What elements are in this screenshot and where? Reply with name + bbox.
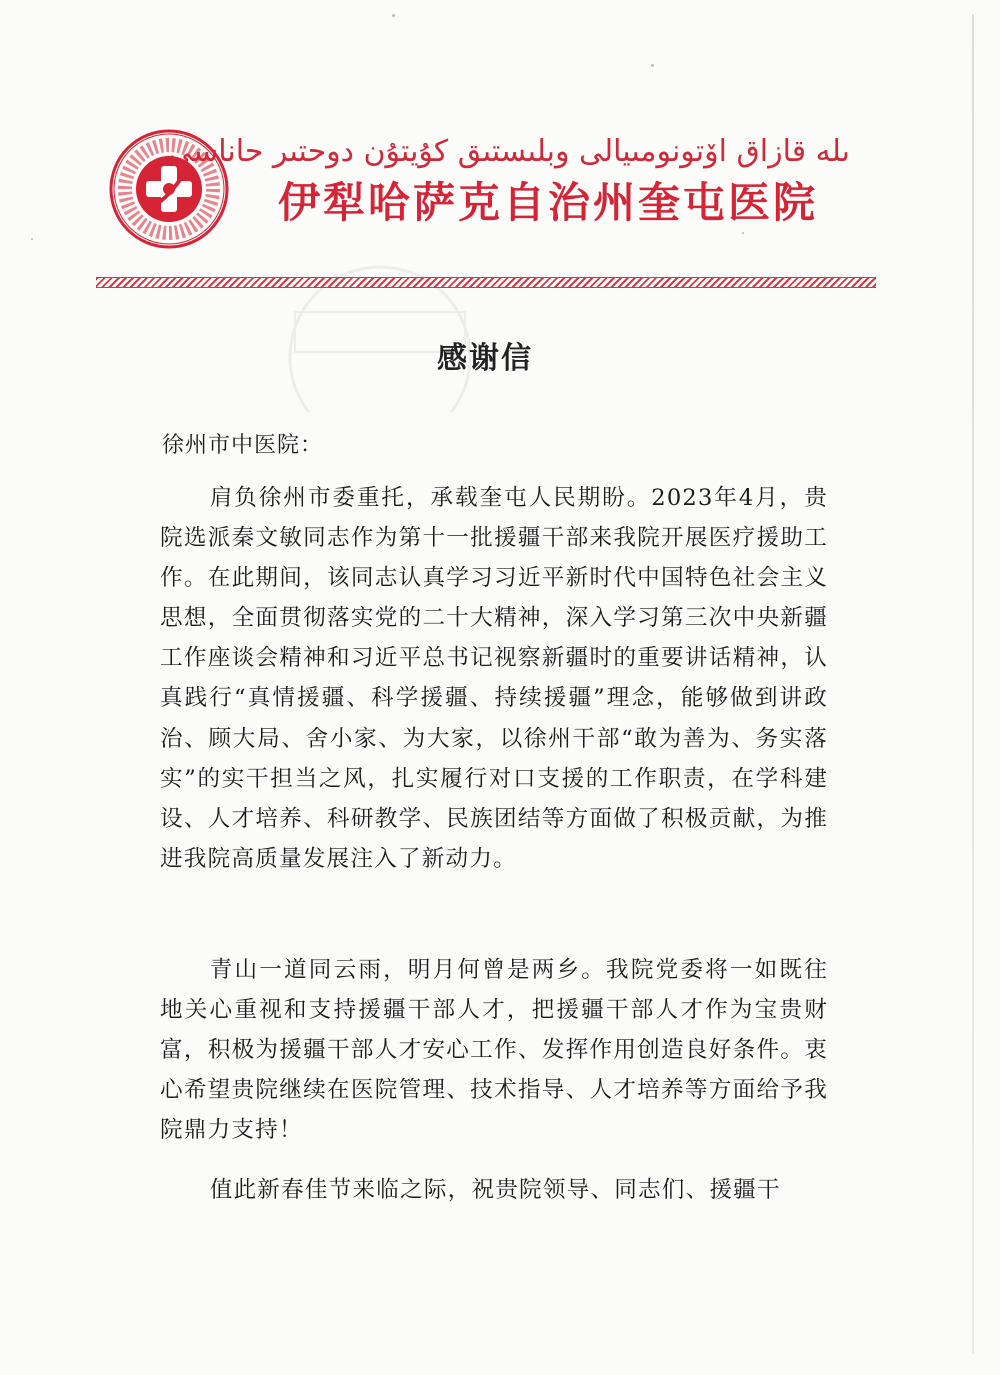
hospital-name-uyghur: ىله قازاق اۆتونومىيالى وبلىستىق كۇيتۇن دوحتىر حاناسى [168, 134, 850, 169]
body-paragraph: 青山一道同云雨，明月何曾是两乡。我院党委将一如既往地关心重视和支持援疆干部人才，把援疆干部人才作为宝贵财富，积极为援疆干部人才安心工作、发挥作用创造良好条件。衷心希望贵院继续在医院管理、技术指导、人才培养等方面给予我院鼎力支持！ [160, 957, 828, 1144]
letter-title: 感谢信 [437, 341, 533, 376]
salutation: 徐州市中医院： [162, 433, 324, 458]
hospital-name-chinese: 伊犁哈萨克自治州奎屯医院 [278, 178, 819, 227]
body-paragraph: 肩负徐州市委重托，承载奎屯人民期盼。2023年4月，贵院选派秦文敏同志作为第十一批援疆干部来我院开展医疗援助工作。在此期间，该同志认真学习习近平新时代中国特色社会主义思想，全面贯彻落实党的二十大精神，深入学习第三次中央新疆工作座谈会精神和习近平总书记视察新疆时的重要讲话精神，认真践行“真情援疆、科学援疆、持续援疆”理念，能够做到讲政治、顾大局、舍小家、为大家，以徐州干部“敢为善为、务实落实”的实干担当之风，扎实履行对口支援的工作职责，在学科建设、人才培养、科研教学、民族团结等方面做了积极贡献，为推进我院高质量发展注入了新动力。 [160, 485, 828, 872]
letterhead [0, 0, 1000, 300]
body-paragraph: 值此新春佳节来临之际，祝贵院领导、同志们、援疆干 [209, 1177, 781, 1203]
